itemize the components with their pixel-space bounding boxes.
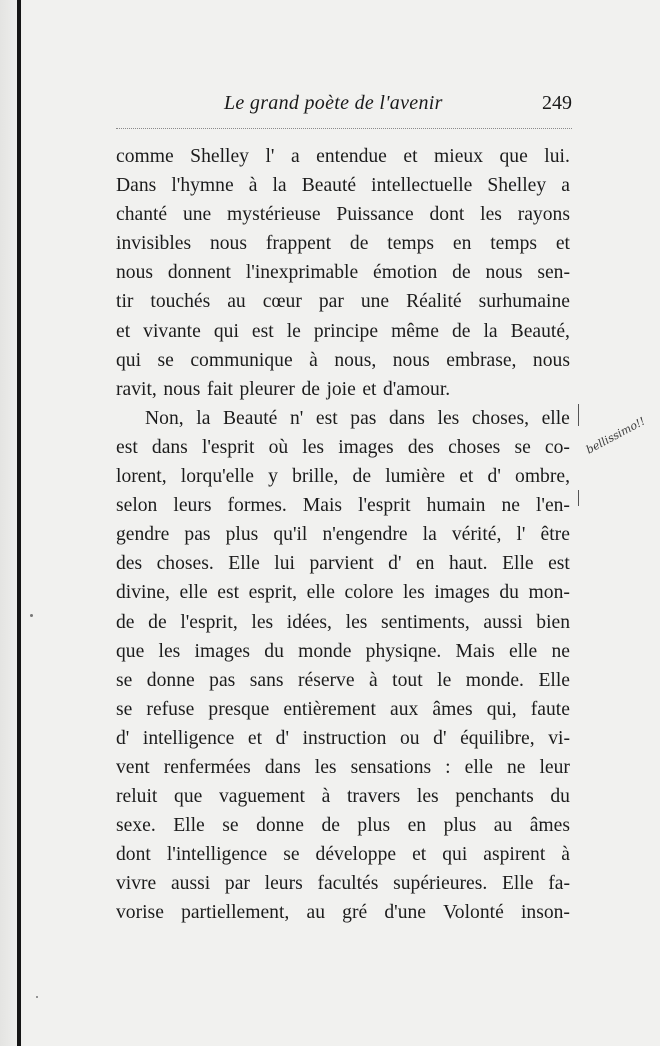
text-line: gendre pas plus qu'il n'engendre la vérité, l' être <box>116 524 570 546</box>
text-line: se refuse presque entièrement aux âmes qui, faute <box>116 698 570 720</box>
binding-shadow <box>0 0 26 1046</box>
text-line: est dans l'esprit où les images des choses se co- <box>116 436 570 458</box>
page-number: 249 <box>542 92 572 114</box>
text-line: ravit, nous fait pleurer de joie et d'amour. <box>116 378 451 400</box>
margin-mark <box>578 490 579 506</box>
body-text <box>116 142 570 928</box>
running-title: Le grand poète de l'avenir <box>224 92 443 114</box>
annotation-text: bellissimo!! <box>583 414 648 457</box>
text-line: Non, la Beauté n' est pas dans les choses, elle <box>145 407 570 429</box>
text-line: Dans l'hymne à la Beauté intellectuelle Shelley a <box>116 175 570 197</box>
page-header <box>110 92 572 122</box>
text-line: dont l'intelligence se développe et qui aspirent à <box>116 844 570 866</box>
text-line: de de l'esprit, les idées, les sentiments, aussi bien <box>116 611 570 633</box>
text-line: nous donnent l'inexprimable émotion de nous sen- <box>116 262 570 284</box>
text-line: tir touchés au cœur par une Réalité surhumaine <box>116 291 570 313</box>
paper-speck <box>36 996 38 998</box>
text-line: d' intelligence et d' instruction ou d' équilibre, vi- <box>116 727 570 749</box>
text-line: vent renfermées dans les sensations : elle ne leur <box>116 756 570 778</box>
text-line: se donne pas sans réserve à tout le monde. Elle <box>116 669 570 691</box>
handwritten-annotation <box>574 414 654 464</box>
text-line: des choses. Elle lui parvient d' en haut. Elle est <box>116 553 570 575</box>
text-line: reluit que vaguement à travers les penchants du <box>116 786 570 808</box>
text-line: vorise partiellement, au gré d'une Volonté inson- <box>116 902 570 924</box>
text-line: et vivante qui est le principe même de la Beauté, <box>116 320 570 342</box>
text-line: vivre aussi par leurs facultés supérieures. Elle fa- <box>116 873 570 895</box>
text-line: comme Shelley l' a entendue et mieux que lui. <box>116 146 570 167</box>
text-line: sexe. Elle se donne de plus en plus au âmes <box>116 815 570 837</box>
header-rule <box>116 128 572 129</box>
text-line: que les images du monde physiqne. Mais elle ne <box>116 640 570 662</box>
text-line: divine, elle est esprit, elle colore les images du mon- <box>116 582 570 604</box>
text-line: invisibles nous frappent de temps en temps et <box>116 233 570 255</box>
text-line: qui se communique à nous, nous embrase, nous <box>116 349 570 371</box>
text-line: chanté une mystérieuse Puissance dont les rayons <box>116 204 570 226</box>
paper-speck <box>30 614 33 617</box>
text-line: lorent, lorqu'elle y brille, de lumière et d' ombre, <box>116 466 570 488</box>
spine-edge <box>17 0 21 1046</box>
text-line: selon leurs formes. Mais l'esprit humain ne l'en- <box>116 495 570 517</box>
margin-mark <box>578 404 579 426</box>
